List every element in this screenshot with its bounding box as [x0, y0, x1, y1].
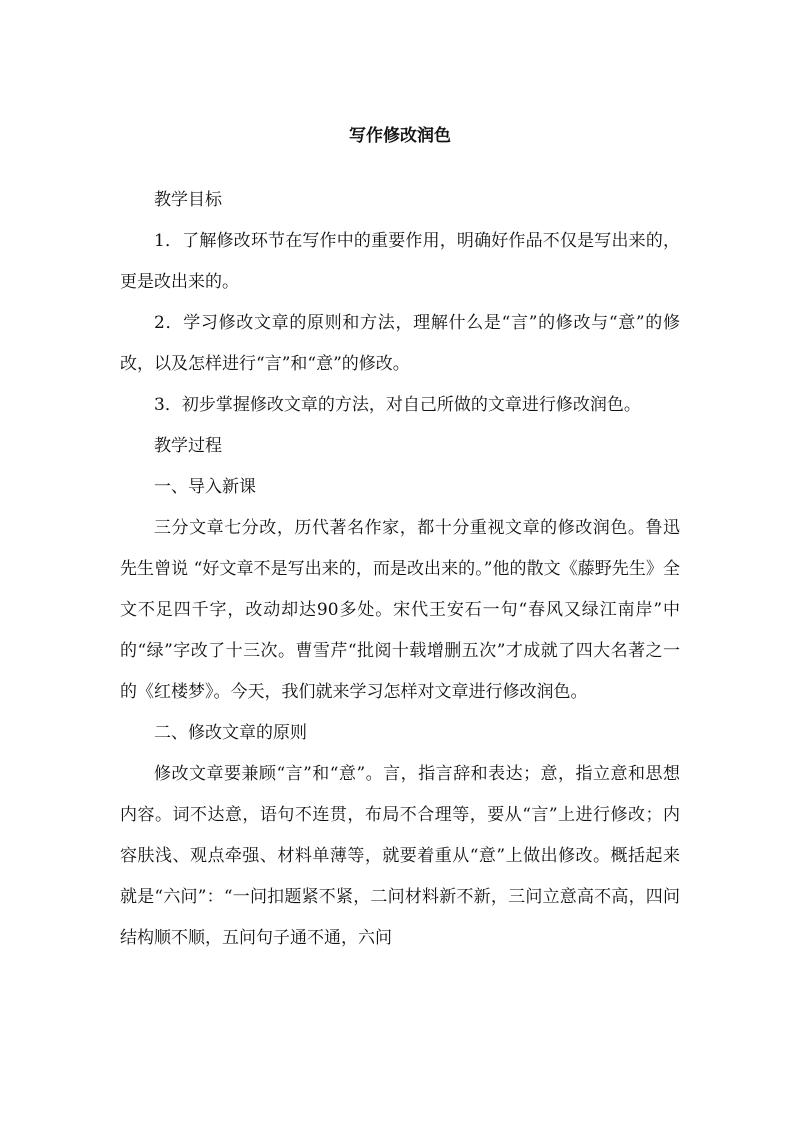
document-page: [120, 118, 680, 959]
subsection-heading-intro: 一、导入新课: [154, 477, 256, 497]
principles-paragraph: 修改文章要兼顾“言”和“意”。言，指言辞和表达；意，指立意和思想内容。词不达意，语句不连贯，布局不合理等，要从“言”上进行修改；内容肤浅、观点牵强、材料单薄等，就要着重从“意”上做出修改。概括起来就是“六问”：“一问扣题紧不紧，二问材料新不新，三问立意高不高，四问结构顺不顺，五问句子通不通，六问: [120, 764, 680, 948]
section-heading-process: 教学过程: [154, 436, 222, 456]
document-title: 写作修改润色: [349, 126, 451, 146]
objective-item-2: 2．学习修改文章的原则和方法，理解什么是“言”的修改与“意”的修改，以及怎样进行“言”和“意”的修改。: [120, 313, 680, 374]
intro-paragraph: 三分文章七分改，历代著名作家，都十分重视文章的修改润色。鲁迅先生曾说 “好文章不是写出来的，而是改出来的。”他的散文《藤野先生》全文不足四千字，改动却达90多处。宋代王安石一句“春风又绿江南岸”中的“绿”字改了十三次。曹雪芹“批阅十载增删五次”才成就了四大名著之一的《红楼梦》。今天，我们就来学习怎样对文章进行修改润色。: [120, 518, 680, 702]
section-heading-objectives: 教学目标: [154, 190, 222, 210]
subsection-heading-principles: 二、修改文章的原则: [154, 723, 307, 743]
objective-item-3: 3．初步掌握修改文章的方法，对自己所做的文章进行修改润色。: [154, 395, 641, 415]
objective-item-1: 1．了解修改环节在写作中的重要作用，明确好作品不仅是写出来的，更是改出来的。: [120, 231, 680, 292]
